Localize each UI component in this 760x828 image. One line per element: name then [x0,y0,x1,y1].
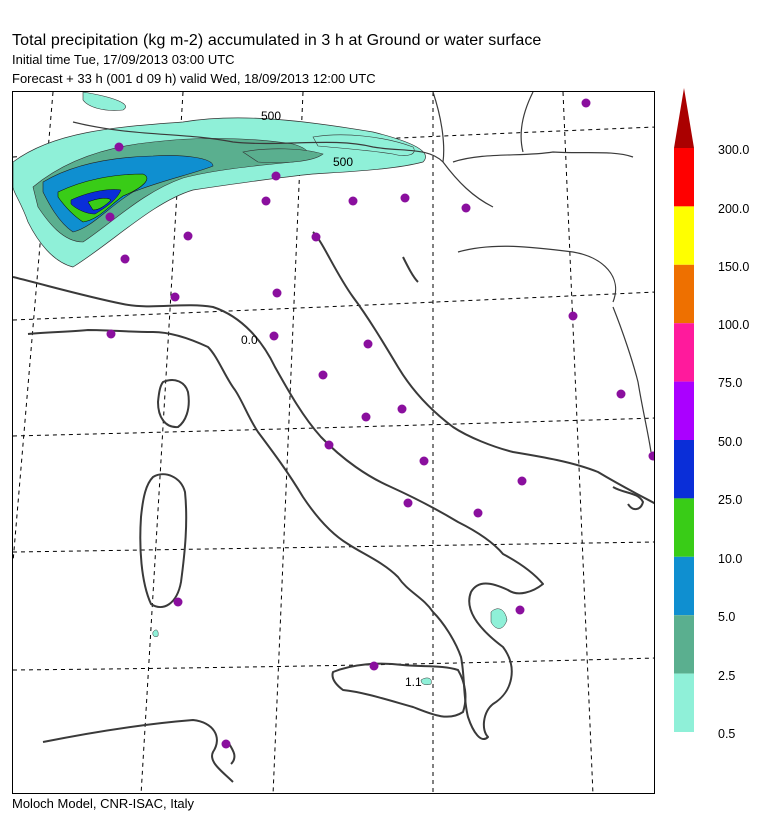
contour-labels [241,109,422,689]
station-marker [272,172,281,181]
legend-label: 0.5 [718,727,736,741]
station-marker [270,332,279,341]
legend-color-box [674,674,694,732]
contour-label: 0.0 [241,333,258,347]
legend-color-box [674,440,694,498]
station-marker [474,509,483,518]
legend-label: 2.5 [718,669,736,683]
stations [106,99,656,749]
legend-label: 25.0 [718,493,743,507]
legend-color-box [674,557,694,615]
legend-color-box [674,498,694,556]
station-marker [617,390,626,399]
map-title: Total precipitation (kg m-2) accumulated in 3 h at Ground or water surface [12,32,542,49]
legend-color-box [674,615,694,673]
legend-label: 300.0 [718,143,750,157]
station-marker [184,232,193,241]
precipitation-map [12,91,655,794]
station-marker [174,598,183,607]
legend-arrow [674,88,694,148]
station-marker [312,233,321,242]
station-marker [364,340,373,349]
station-marker [273,289,282,298]
station-marker [569,312,578,321]
coastlines [13,232,655,782]
legend-color-box [674,148,694,206]
legend-color-box [674,382,694,440]
contour-label: 500 [261,109,282,123]
station-marker [171,293,180,302]
station-marker [398,405,407,414]
legend-color-box [674,265,694,323]
station-marker [649,452,656,461]
station-marker [582,99,591,108]
station-marker [401,194,410,203]
station-marker [516,606,525,615]
station-marker [462,204,471,213]
legend-boxes [674,148,694,732]
station-marker [362,413,371,422]
initial-time: Initial time Tue, 17/09/2013 03:00 UTC [12,52,235,67]
legend-color-box [674,206,694,264]
legend-label: 50.0 [718,435,743,449]
station-marker [370,662,379,671]
legend-label: 150.0 [718,260,750,274]
station-marker [404,499,413,508]
footer-credit: Moloch Model, CNR-ISAC, Italy [12,796,195,811]
station-marker [319,371,328,380]
station-marker [222,740,231,749]
station-marker [107,330,116,339]
station-marker [349,197,358,206]
forecast-valid-time: Forecast + 33 h (001 d 09 h) valid Wed, 18/09/2013 12:00 UTC [12,71,376,86]
legend-label: 10.0 [718,552,743,566]
station-marker [262,197,271,206]
legend-label: 5.0 [718,610,736,624]
legend-color-box [674,323,694,381]
legend-label: 200.0 [718,202,750,216]
station-marker [518,477,527,486]
legend-label: 100.0 [718,318,750,332]
station-marker [420,457,429,466]
legend-label: 75.0 [718,376,743,390]
color-legend [674,88,694,736]
station-marker [106,213,115,222]
map-canvas [13,92,655,794]
contour-label: 500 [333,155,354,169]
contour-label: 1.1 [405,675,422,689]
station-marker [115,143,124,152]
station-marker [325,441,334,450]
station-marker [121,255,130,264]
